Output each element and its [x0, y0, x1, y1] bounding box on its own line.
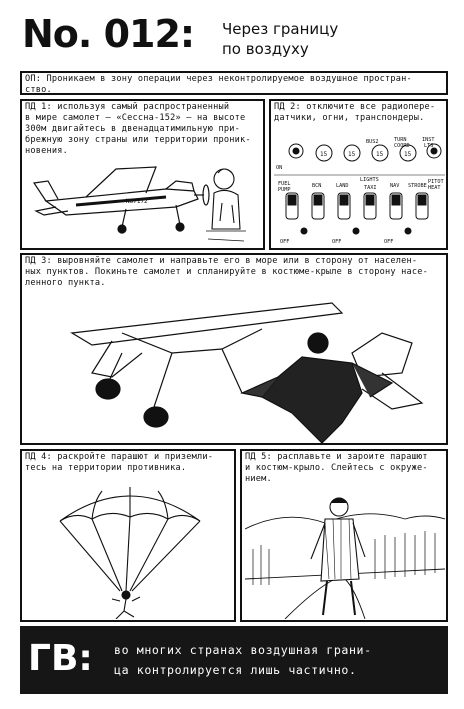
- svg-text:LTS: LTS: [424, 143, 434, 149]
- svg-text:NAV: NAV: [390, 183, 400, 189]
- cessna-plane-illustration: [26, 159, 262, 247]
- svg-text:15: 15: [320, 151, 328, 158]
- svg-text:LIGHTS: LIGHTS: [360, 177, 379, 183]
- svg-text:BUS2: BUS2: [366, 139, 379, 145]
- panel-5-caption: ПД 5: расплавьте и зароите парашют и костюм-крыло. Слейтесь с окруже- нием.: [245, 452, 428, 484]
- svg-text:COORD: COORD: [394, 143, 410, 149]
- svg-text:LAND: LAND: [336, 183, 349, 189]
- svg-text:HEAT: HEAT: [428, 185, 441, 191]
- svg-text:OFF: OFF: [280, 239, 290, 245]
- op-box: [20, 71, 448, 95]
- panel-5: [240, 449, 448, 622]
- svg-text:TAXI: TAXI: [364, 185, 377, 191]
- page-title-line2: по воздуху: [222, 40, 309, 58]
- wingsuit-jump-illustration: [52, 293, 442, 443]
- parachute-illustration: [50, 481, 210, 619]
- panel-4-caption: ПД 4: раскройте парашют и приземли- тесь на территории противника.: [25, 452, 214, 473]
- footer-label: ГВ:: [28, 638, 93, 679]
- panel-2: [269, 99, 448, 250]
- footer-line-2: ца контролируется лишь частично.: [114, 663, 357, 677]
- svg-text:15: 15: [376, 151, 384, 158]
- svg-text:INST: INST: [422, 137, 435, 143]
- header: [0, 0, 464, 72]
- page-title-line1: Через границу: [222, 20, 339, 38]
- panel-2-caption: ПД 2: отключите все радиопере- датчики, огни, транспондеры.: [274, 102, 436, 123]
- walking-man-illustration: [245, 489, 445, 619]
- svg-text:ON: ON: [276, 165, 283, 171]
- op-text: ОП: Проникаем в зону операции через неконтролируемое воздушное простран- ство.: [25, 74, 412, 95]
- issue-number: No. 012:: [22, 12, 195, 56]
- panel-1: [20, 99, 265, 250]
- svg-text:OFF: OFF: [384, 239, 394, 245]
- panel-3: [20, 253, 448, 445]
- svg-text:PITOT: PITOT: [428, 179, 444, 185]
- svg-text:OFF: OFF: [332, 239, 342, 245]
- footer-note: [20, 626, 448, 694]
- panel-1-caption: ПД 1: используя самый распространенный в мире самолет — «Сессна-152» — на высоте 300м двигайтесь в двенадцатимильную при- брежную зону страны или территории проник- новения.: [25, 102, 251, 156]
- svg-text:FUEL: FUEL: [278, 181, 291, 187]
- svg-text:TURN: TURN: [394, 137, 407, 143]
- svg-text:15: 15: [404, 151, 412, 158]
- svg-text:STROBE: STROBE: [408, 183, 427, 189]
- svg-text:PUMP: PUMP: [278, 187, 291, 193]
- svg-text:15: 15: [348, 151, 356, 158]
- cockpit-switch-panel-illustration: [274, 131, 445, 247]
- svg-text:BCN: BCN: [312, 183, 322, 189]
- panel-4: [20, 449, 236, 622]
- svg-text:N67172: N67172: [126, 198, 148, 205]
- footer-line-1: во многих странах воздушная грани-: [114, 643, 372, 657]
- panel-3-caption: ПД 3: выровняйте самолет и направьте его в море или в сторону от населен- ных пунктов. Покиньте самолет и спланируйте в костюме-крыле в сторону насе- ленного пункта.: [25, 256, 429, 288]
